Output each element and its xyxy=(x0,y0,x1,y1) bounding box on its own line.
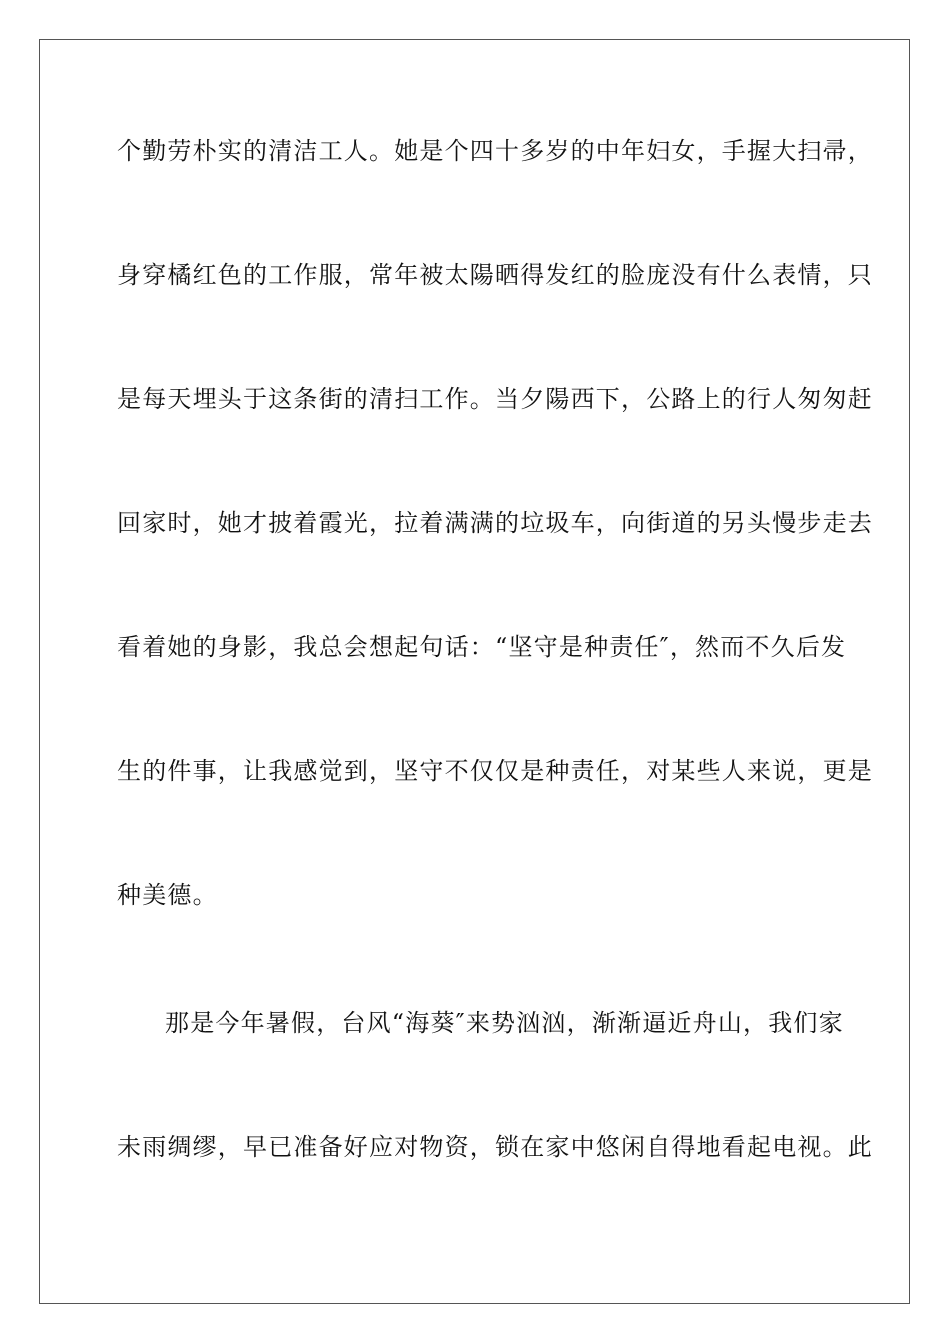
page-border xyxy=(39,39,910,1304)
paragraph-start-line: 那是今年暑假，台风“海葵″来势汹汹，渐渐逼近舟山，我们家 xyxy=(165,1009,844,1037)
text-line-4: 回家时，她才披着霞光，拉着满满的垃圾车，向街道的另头慢步走去 xyxy=(117,509,873,537)
text-line-7: 种美德。 xyxy=(117,881,218,909)
text-line-2: 身穿橘红色的工作服，常年被太陽晒得发红的脸庞没有什么表情，只 xyxy=(117,261,873,289)
text-line-9: 未雨绸缪，早已准备好应对物资，锁在家中悠闲自得地看起电视。此 xyxy=(117,1133,873,1161)
text-line-3: 是每天埋头于这条街的清扫工作。当夕陽西下，公路上的行人匆匆赶 xyxy=(117,385,873,413)
text-line-6: 生的件事，让我感觉到，坚守不仅仅是种责任，对某些人来说，更是 xyxy=(117,757,873,785)
text-line-1: 个勤劳朴实的清洁工人。她是个四十多岁的中年妇女，手握大扫帚， xyxy=(117,137,873,165)
text-line-5: 看着她的身影，我总会想起句话：“坚守是种责任″，然而不久后发 xyxy=(117,633,847,661)
